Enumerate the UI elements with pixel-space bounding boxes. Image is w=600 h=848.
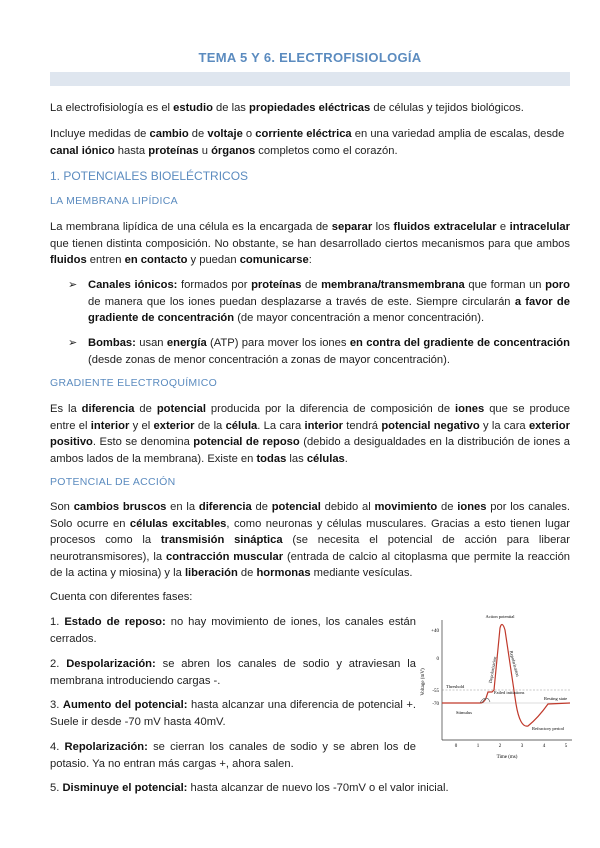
phase-item-2: 2. Despolarización: se abren los canales de sodio y atraviesan la membrana introduciendo cargas -.: [50, 658, 416, 687]
document-title: TEMA 5 Y 6. ELECTROFISIOLOGÍA: [198, 50, 422, 65]
x-tick-label: 5: [564, 744, 568, 749]
subheading-gradiente: GRADIENTE ELECTROQUÍMICO: [50, 377, 218, 389]
label-action-potential: Action potential: [485, 614, 515, 619]
label-threshold: Threshold: [446, 684, 465, 689]
label-depolarization: Depolarization: [487, 656, 498, 684]
subheading-potencial-accion: POTENCIAL DE ACCIÓN: [50, 476, 176, 488]
y-tick-label: +40: [431, 629, 439, 634]
x-tick-label: 3: [520, 744, 524, 749]
phase-item-4: 4. Repolarización: se cierran los canales de sodio y se abren los de potasio. Ya no entran más cargas +, ahora salen.: [50, 741, 416, 770]
label-refractory-period: Refractory period: [532, 726, 564, 731]
x-tick-label: 4: [542, 744, 546, 749]
bullet-text: Canales iónicos: formados por proteínas de membrana/transmembrana que forman un poro de manera que los iones puedan desplazarse a través de este. Siempre circularán a favor de gradiente de concentración (de mayor concentración a menor concentración).: [88, 279, 570, 324]
x-tick-label: 1: [476, 744, 480, 749]
phase-item-5: 5. Disminuye el potencial: hasta alcanzar de nuevo los -70mV o el valor inicial.: [50, 782, 449, 794]
y-tick-label: -55: [432, 689, 439, 694]
arrow-bullet-icon: ➢: [68, 337, 78, 349]
y-tick-label: -70: [432, 702, 439, 707]
gradiente-paragraph: Es la diferencia de potencial producida por la diferencia de composición de iones que se produce entre el interior y el exterior de la célula. La cara interior tendrá potencial negativo y la cara exterior positivo. Esto se denomina potencial de reposo (debido a desigualdades en la distribución de iones a ambos lados de la membrana). Existe en todas las células.: [50, 403, 570, 465]
label-stimulus: Stimulus: [456, 710, 473, 715]
intro-paragraph-1: La electrofisiología es el estudio de las propiedades eléctricas de células y tejidos biológicos.: [50, 102, 524, 114]
y-axis-label: Voltage (mV): [421, 668, 426, 696]
membrana-paragraph: La membrana lipídica de una célula es la encargada de separar los fluidos extracelular e intracelular que tienen distinta composición. No obstante, se han desarrollado ciertos mecanismos para que ambos fluidos entren en contacto y puedan comunicarse:: [50, 221, 570, 266]
bullet-bombas: [68, 335, 570, 368]
phase-item-1: 1. Estado de reposo: no hay movimiento de iones, los canales están cerrados.: [50, 616, 416, 645]
x-axis-label: Time (ms): [496, 755, 518, 760]
bullet-text: Bombas: usan energía (ATP) para mover los iones en contra del gradiente de concentración (desde zonas de menor concentración a zonas de mayor concentración).: [88, 337, 570, 366]
accion-paragraph: Son cambios bruscos en la diferencia de potencial debido al movimiento de iones por los canales. Solo ocurre en células excitables, como neuronas y células musculares. Gracias a esto tienen lugar procesos como la transmisión sináptica (se necesita el potencial de acción para liberar neurotransmisores), la contracción muscular (entrada de calcio al citoplasma que permite la reacción de la actina y miosina) y la liberación de hormonas mediante vesículas.: [50, 501, 571, 579]
label-failed-initiations: Failed initiations: [494, 690, 525, 695]
title-underline-bar: [50, 72, 570, 86]
action-potential-figure: [420, 612, 580, 760]
intro-paragraph-2: Incluye medidas de cambio de voltaje o corriente eléctrica en una variedad amplia de escalas, desde canal iónico hasta proteínas u órganos completos como el corazón.: [50, 128, 565, 157]
label-resting-state: Resting state: [544, 696, 568, 701]
fases-intro: Cuenta con diferentes fases:: [50, 591, 193, 603]
bullet-canales-ionicos: [68, 277, 570, 327]
label-repolarization: Repolarization: [508, 650, 521, 678]
x-tick-label: 0: [454, 744, 458, 749]
x-tick-label: 2: [498, 744, 502, 749]
subheading-membrana: LA MEMBRANA LIPÍDICA: [50, 195, 178, 207]
y-tick-label: 0: [436, 657, 439, 662]
phase-item-3: 3. Aumento del potencial: hasta alcanzar una diferencia de potencial +. Suele ir desde -70 mV hasta 40mV.: [50, 699, 416, 728]
section-heading-potenciales: 1. POTENCIALES BIOELÉCTRICOS: [50, 169, 249, 183]
arrow-bullet-icon: ➢: [68, 279, 78, 291]
